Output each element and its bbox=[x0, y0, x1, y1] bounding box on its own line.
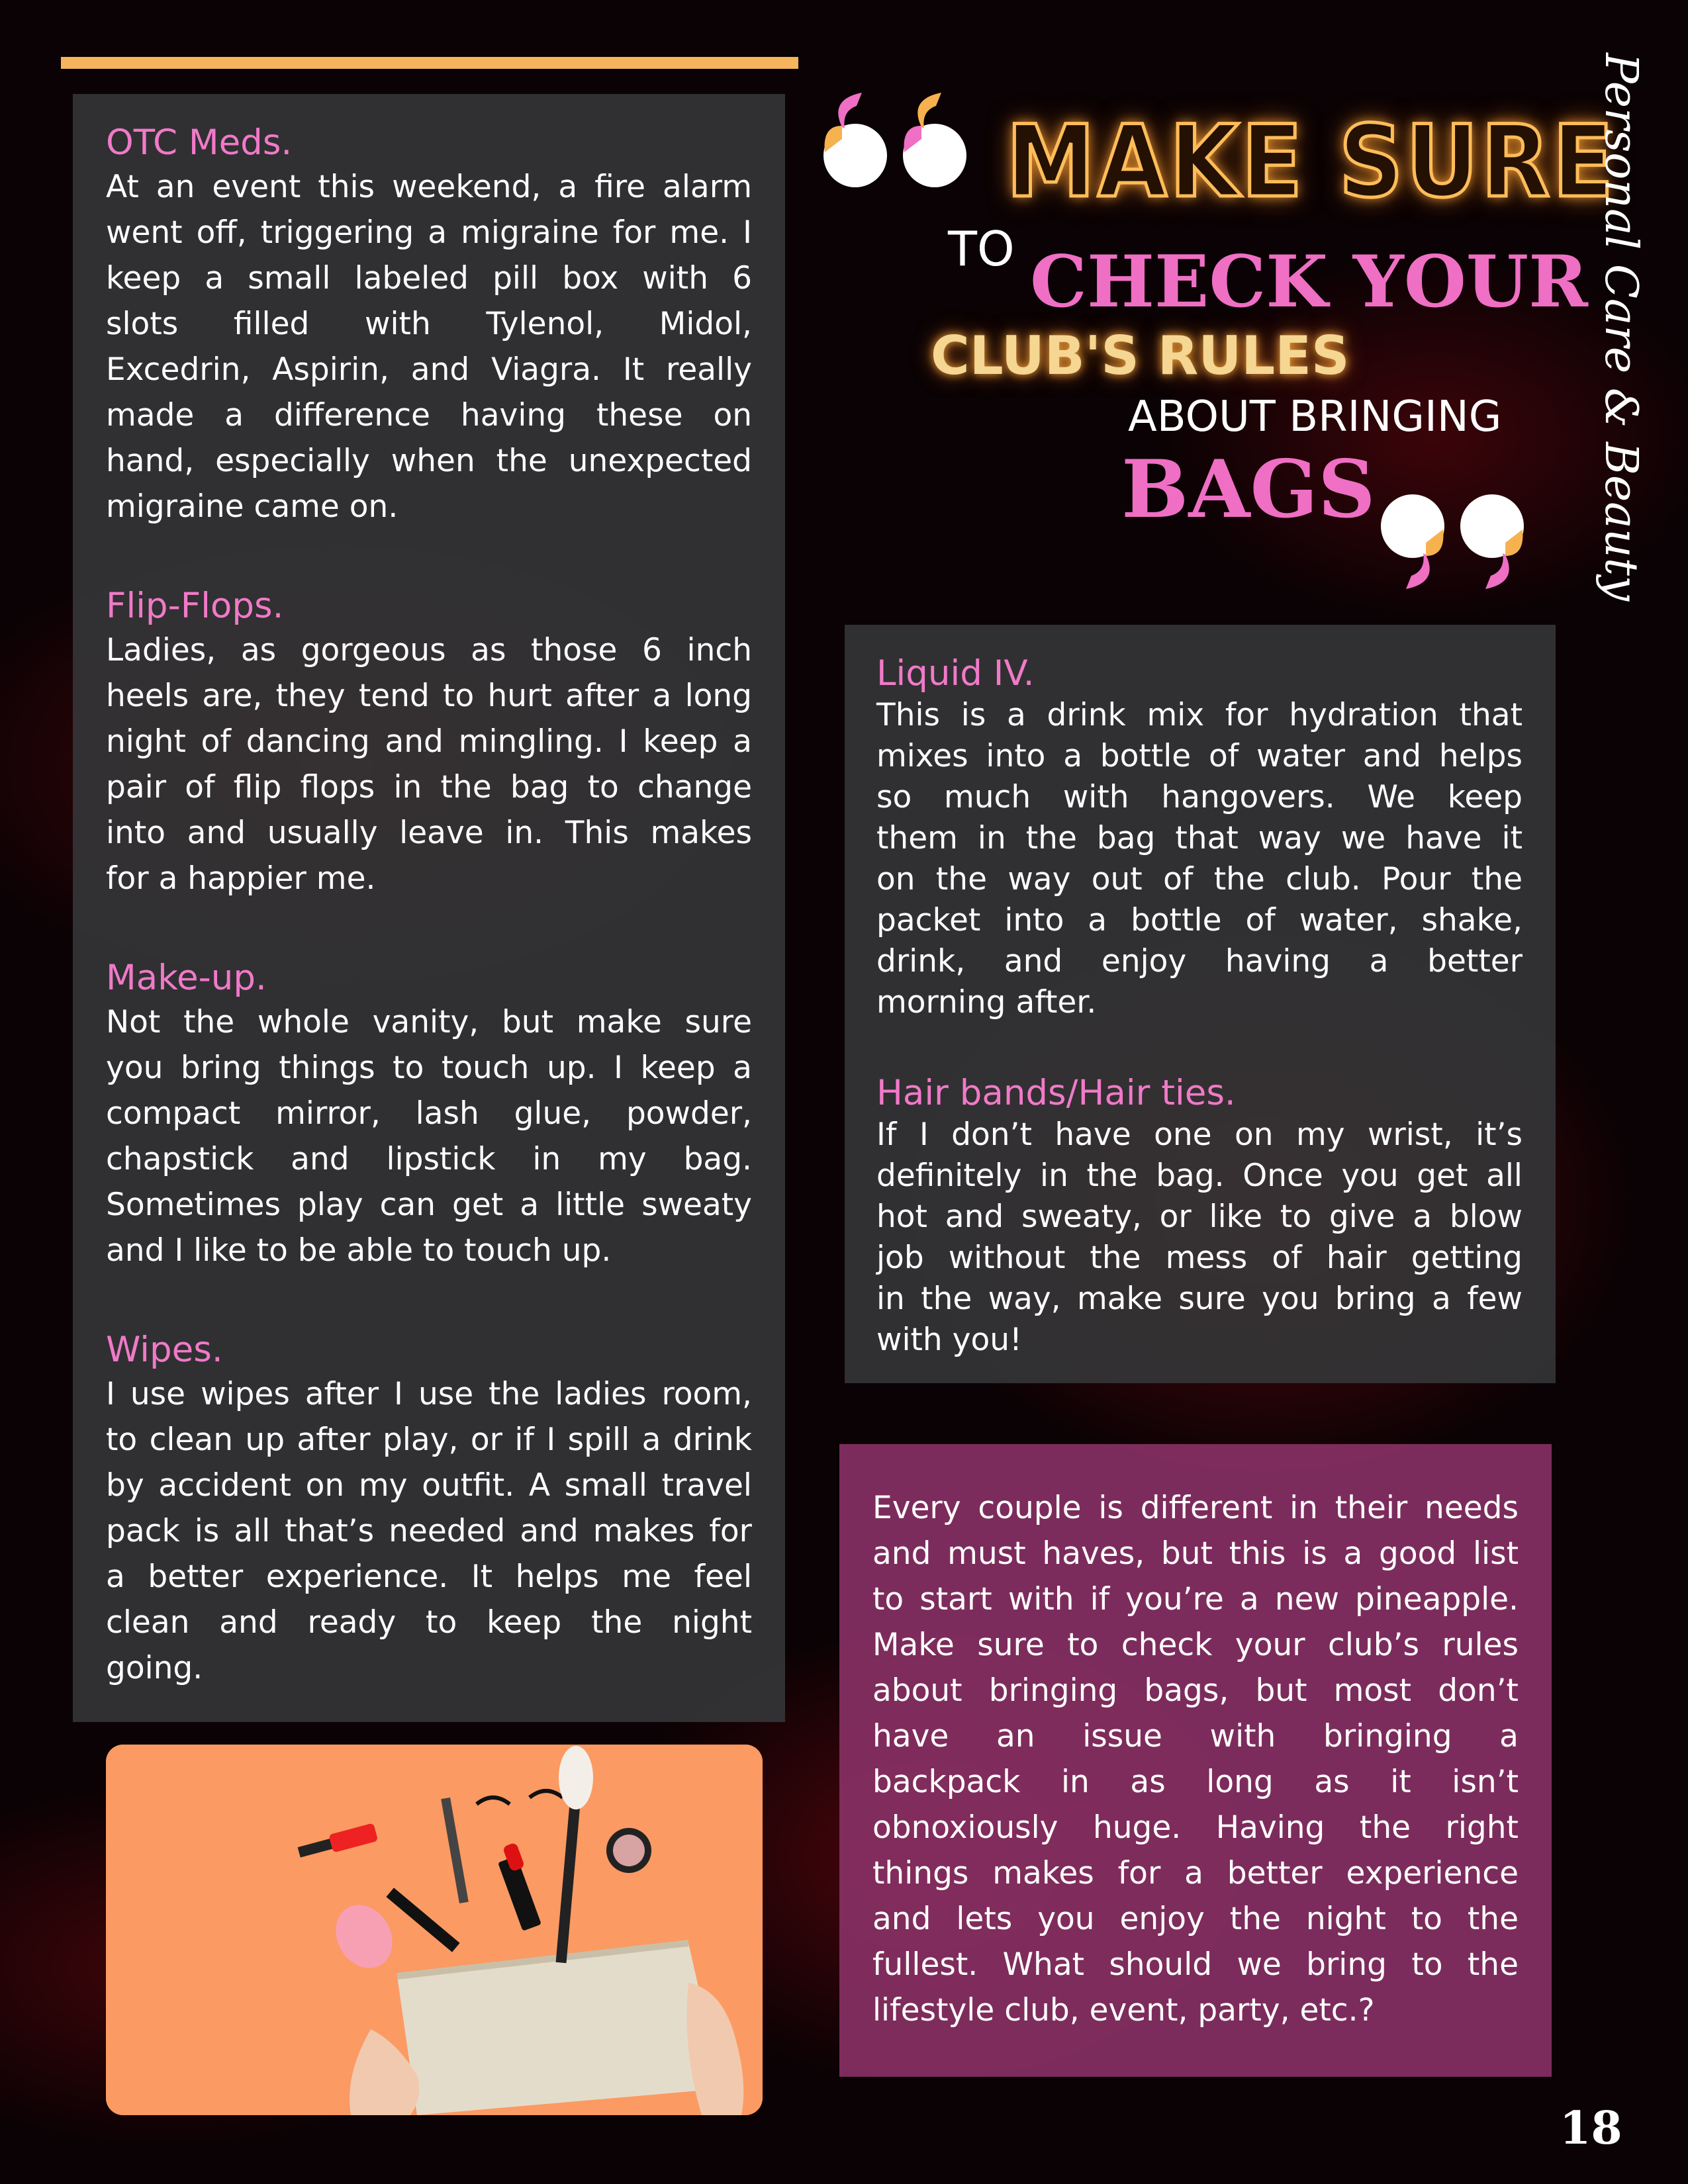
section-heading: Make-up. bbox=[106, 958, 267, 998]
quote-line-make-sure: MAKE SURE bbox=[1006, 105, 1617, 220]
section-body bbox=[876, 695, 1523, 1023]
text-line: into and usually leave in. This makes bbox=[106, 814, 752, 851]
section-liquid-iv bbox=[876, 653, 1523, 1023]
text-line: hot and sweaty, or like to give a blow bbox=[876, 1198, 1523, 1235]
text-line: so much with hangovers. We keep bbox=[876, 778, 1523, 815]
text-line: This is a drink mix for hydration that bbox=[876, 696, 1523, 733]
section-heading: Wipes. bbox=[106, 1330, 223, 1370]
quote-line-bags: BAGS bbox=[1121, 443, 1376, 536]
text-line: to clean up after play, or if I spill a drink bbox=[106, 1421, 752, 1458]
text-line: and must haves, but this is a good list bbox=[872, 1535, 1519, 1572]
text-line: clean and ready to keep the night bbox=[106, 1604, 752, 1641]
text-line: slots filled with Tylenol, Midol, bbox=[106, 305, 752, 342]
accent-bar bbox=[61, 57, 798, 69]
text-line: with you! bbox=[876, 1321, 1022, 1358]
text-line: going. bbox=[106, 1649, 203, 1686]
section-wipes bbox=[106, 1329, 752, 1691]
open-quote-icon bbox=[816, 93, 974, 192]
text-line: night of dancing and mingling. I keep a bbox=[106, 723, 752, 760]
quote-line-check-your: CHECK YOUR bbox=[1030, 240, 1588, 324]
section-heading: Flip-Flops. bbox=[106, 586, 284, 626]
text-line: things makes for a better experience bbox=[872, 1855, 1519, 1891]
text-line: Excedrin, Aspirin, and Viagra. It really bbox=[106, 351, 752, 388]
text-line: I use wipes after I use the ladies room, bbox=[106, 1375, 752, 1412]
text-line: fullest. What should we bring to the bbox=[872, 1946, 1519, 1983]
text-line: pair of flip flops in the bag to change bbox=[106, 768, 752, 805]
text-line: definitely in the bag. Once you get all bbox=[876, 1157, 1523, 1194]
text-line: obnoxiously huge. Having the right bbox=[872, 1809, 1519, 1846]
text-line: for a happier me. bbox=[106, 860, 376, 897]
text-line: to start with if you’re a new pineapple. bbox=[872, 1581, 1519, 1617]
page-number: 18 bbox=[1560, 2102, 1622, 2155]
section-heading: OTC Meds. bbox=[106, 122, 293, 163]
text-line: Make sure to check your club’s rules bbox=[872, 1627, 1519, 1663]
text-line: pack is all that’s needed and makes for bbox=[106, 1512, 752, 1549]
section-body bbox=[106, 1371, 752, 1691]
text-line: by accident on my outfit. A small travel bbox=[106, 1467, 752, 1504]
text-line: in the way, make sure you bring a few bbox=[876, 1280, 1523, 1317]
section-body bbox=[106, 627, 752, 901]
text-line: morning after. bbox=[876, 983, 1097, 1021]
section-body bbox=[876, 1115, 1523, 1361]
text-line: have an issue with bringing a bbox=[872, 1718, 1519, 1754]
makeup-illustration bbox=[106, 1745, 763, 2115]
text-line: backpack in as long as it isn’t bbox=[872, 1764, 1519, 1800]
text-line: Every couple is different in their needs bbox=[872, 1490, 1519, 1526]
text-line: made a difference having these on bbox=[106, 396, 752, 433]
text-line: packet into a bottle of water, shake, bbox=[876, 901, 1523, 938]
section-heading: Hair bands/Hair ties. bbox=[876, 1073, 1236, 1113]
text-line: Not the whole vanity, but make sure bbox=[106, 1003, 752, 1040]
text-line: went off, triggering a migraine for me. I bbox=[106, 214, 752, 251]
text-line: compact mirror, lash glue, powder, bbox=[106, 1095, 752, 1132]
text-line: At an event this weekend, a fire alarm bbox=[106, 168, 752, 205]
makeup-bag-photo bbox=[106, 1745, 763, 2115]
section-otc-meds bbox=[106, 122, 752, 529]
text-line: chapstick and lipstick in my bag. bbox=[106, 1140, 752, 1177]
text-line: lifestyle club, event, party, etc.? bbox=[872, 1992, 1375, 2028]
text-line: Ladies, as gorgeous as those 6 inch bbox=[106, 631, 752, 668]
text-line: them in the bag that way we have it bbox=[876, 819, 1523, 856]
closing-text bbox=[872, 1485, 1519, 2033]
text-line: about bringing bags, but most don’t bbox=[872, 1672, 1519, 1709]
section-heading: Liquid IV. bbox=[876, 653, 1035, 694]
text-line: drink, and enjoy having a better bbox=[876, 942, 1523, 979]
text-line: migraine came on. bbox=[106, 488, 399, 525]
text-line: Sometimes play can get a little sweaty bbox=[106, 1186, 752, 1223]
text-line: keep a small labeled pill box with 6 bbox=[106, 259, 752, 296]
text-line: a better experience. It helps me feel bbox=[106, 1558, 752, 1595]
text-line: heels are, they tend to hurt after a long bbox=[106, 677, 752, 714]
text-line: you bring things to touch up. I keep a bbox=[106, 1049, 752, 1086]
section-make-up bbox=[106, 957, 752, 1273]
section-body bbox=[106, 999, 752, 1273]
text-line: job without the mess of hair getting bbox=[876, 1239, 1523, 1276]
quote-line-about-bringing: ABOUT BRINGING bbox=[1128, 392, 1502, 441]
section-hair-bands bbox=[876, 1072, 1523, 1361]
close-quote-icon bbox=[1366, 490, 1532, 589]
quote-line-club-rules: CLUB'S RULES bbox=[931, 325, 1350, 387]
text-line: hand, especially when the unexpected bbox=[106, 442, 752, 479]
section-flip-flops bbox=[106, 585, 752, 901]
section-body bbox=[106, 164, 752, 529]
text-line: and I like to be able to touch up. bbox=[106, 1232, 612, 1269]
section-title: Personal Care & Beauty bbox=[1595, 53, 1647, 602]
section-body bbox=[872, 1485, 1519, 2033]
text-line: If I don’t have one on my wrist, it’s bbox=[876, 1116, 1523, 1153]
text-line: on the way out of the club. Pour the bbox=[876, 860, 1523, 897]
text-line: and lets you enjoy the night to the bbox=[872, 1901, 1519, 1937]
text-line: mixes into a bottle of water and helps bbox=[876, 737, 1523, 774]
quote-line-to: TO bbox=[948, 221, 1015, 277]
